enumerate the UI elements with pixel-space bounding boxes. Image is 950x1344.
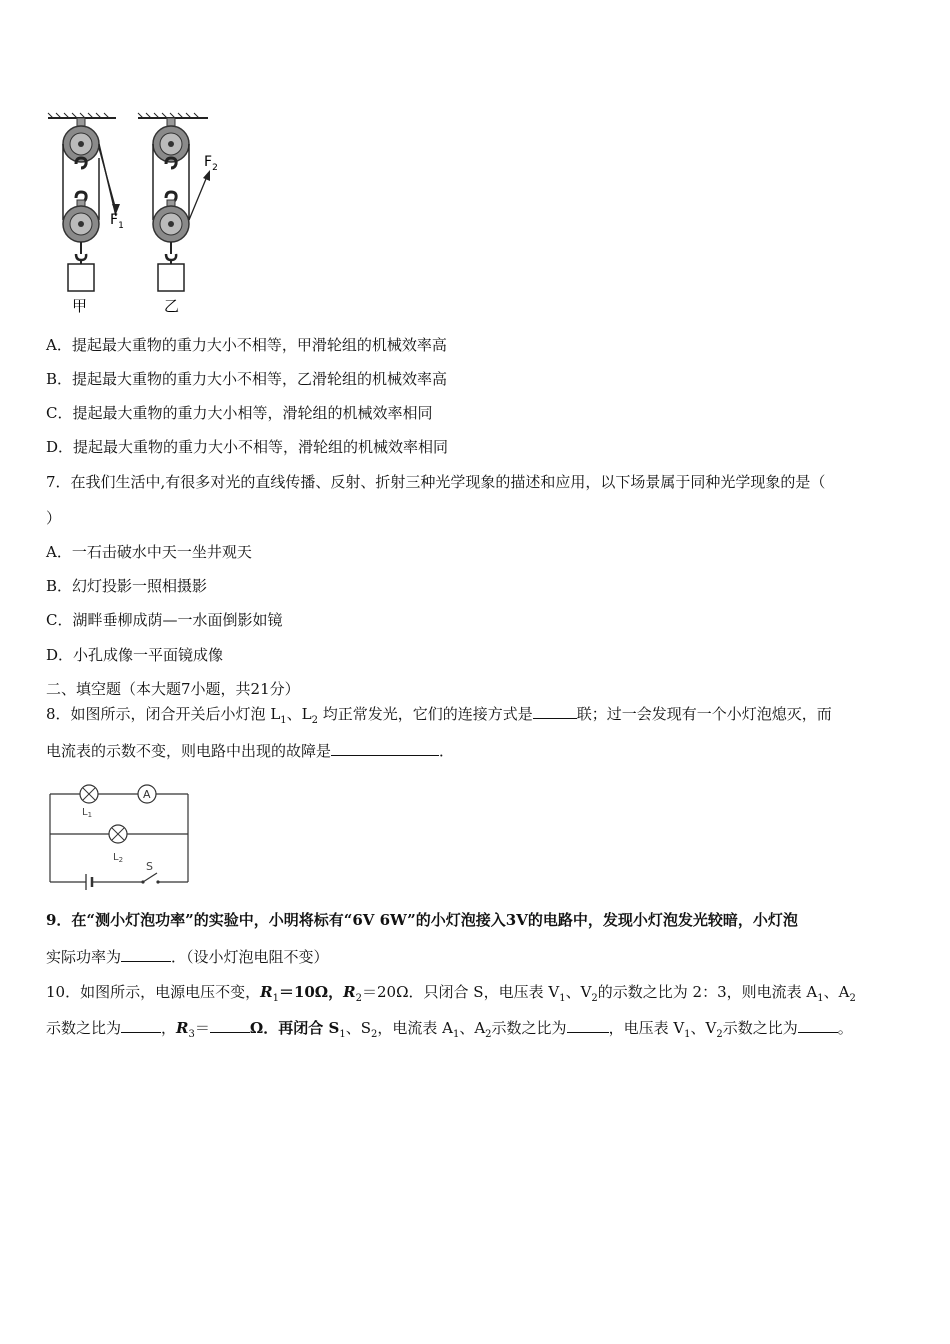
q7-stem-line1: 7．在我们生活中,有很多对光的直线传播、反射、折射三种光学现象的描述和应用，以下场景属于同种光学现象的是（ [46, 473, 826, 491]
force2-label: $F_2$ [204, 154, 218, 173]
q10-text: ，电流表 A [377, 1019, 453, 1037]
q10-blank1[interactable] [121, 1018, 161, 1033]
force1-label: $F_1$ [110, 212, 124, 231]
q10-text: 、A [823, 983, 850, 1001]
q10-r2-sub: 2 [355, 993, 363, 1004]
q10-sub: 1 [817, 993, 824, 1004]
q9-blank[interactable] [121, 947, 171, 962]
q10-sub: 2 [591, 993, 598, 1004]
q10-sub: 2 [716, 1029, 723, 1040]
q10-line1 [46, 982, 856, 1009]
left-ceiling [48, 113, 116, 118]
q8-part2: 、L [286, 705, 312, 723]
q7-stem-line2: ） [46, 509, 62, 527]
lamp-l1-icon [80, 785, 98, 803]
q7-option-d: D．小孔成像一平面镜成像 [46, 646, 224, 664]
q8-line2-text: 电流表的示数不变，则电路中出现的故障是 [46, 742, 332, 760]
q10-r1-value: ＝10Ω， [278, 983, 344, 1001]
l1-label: $L_1$ [82, 807, 93, 819]
q8-line1 [46, 704, 832, 731]
q8-part1: 8．如图所示，闭合开关后小灯泡 L [46, 705, 281, 723]
q10-text: Ω．再闭合 S [249, 1019, 340, 1037]
q6-option-c: C．提起最大重物的重力大小相等，滑轮组的机械效率相同 [46, 404, 433, 422]
q8-sub2: 2 [311, 715, 318, 726]
q10-text: ＝20Ω．只闭合 S，电压表 V [362, 983, 560, 1001]
right-caption: 乙 [164, 297, 180, 315]
q10-text: 示数之比为 [722, 1019, 798, 1037]
q10-text: 、A [459, 1019, 486, 1037]
right-movable-pulley [153, 192, 189, 260]
q8-line2 [46, 741, 454, 761]
right-weight-box [158, 264, 184, 291]
q10-text: 示数之比为 [46, 1019, 122, 1037]
pulley-figure [40, 108, 240, 323]
q10-r1-sub: 1 [272, 993, 279, 1004]
q6-option-a: A．提起最大重物的重力大小不相等，甲滑轮组的机械效率高 [46, 336, 447, 354]
q10-r3: R [176, 1019, 189, 1037]
q6-option-b: B．提起最大重物的重力大小不相等，乙滑轮组的机械效率高 [46, 370, 448, 388]
q6-option-d: D．提起最大重物的重力大小不相等，滑轮组的机械效率相同 [46, 438, 449, 456]
q10-text: ＝ [194, 1019, 210, 1037]
q7-option-b: B．幻灯投影一照相摄影 [46, 577, 208, 595]
left-weight-box [68, 264, 94, 291]
q8-blank2[interactable] [331, 741, 439, 756]
left-movable-pulley [63, 192, 99, 260]
left-force-arrow [99, 148, 120, 214]
right-fixed-pulley [153, 118, 189, 168]
q10-sub: 1 [452, 1029, 460, 1040]
q10-blank3[interactable] [567, 1018, 609, 1033]
l2-label: $L_2$ [113, 852, 124, 864]
q9-line2-start: 实际功率为 [46, 948, 122, 966]
q8-part4: 联；过一会发现有一个小灯泡熄灭，而 [576, 705, 832, 723]
q9-line1: 9．在“测小灯泡功率”的实验中，小明将标有“6V 6W”的小灯泡接入3V的电路中，发现小灯泡发光较暗，小灯泡 [46, 911, 798, 929]
q10-sub: 1 [339, 1029, 346, 1040]
left-fixed-pulley [63, 118, 99, 168]
q10-sub: 1 [684, 1029, 691, 1040]
q10-r2: R [343, 983, 356, 1001]
q10-blank2[interactable] [210, 1018, 250, 1033]
right-force-arrow [189, 170, 210, 220]
ammeter-symbol: A [143, 788, 151, 801]
q10-sub: 2 [485, 1029, 492, 1040]
q8-sub1: 1 [280, 715, 287, 726]
q8-part3: 均正常发光，它们的连接方式是 [318, 705, 533, 723]
q10-r1: R [260, 983, 273, 1001]
q9-line2 [46, 947, 329, 967]
battery-icon [86, 874, 92, 890]
q10-text: 的示数之比为 2：3，则电流表 A [597, 983, 818, 1001]
q9-line2-end: ．（设小灯泡电阻不变） [171, 948, 329, 966]
q10-sub: 2 [849, 993, 856, 1004]
q10-text: ，电压表 V [608, 1019, 685, 1037]
left-caption: 甲 [72, 297, 88, 315]
lamp-l2-icon [109, 825, 127, 843]
switch-icon [141, 873, 159, 884]
q10-blank4[interactable] [798, 1018, 838, 1033]
q10-text: 示数之比为 [491, 1019, 567, 1037]
section2-heading: 二、填空题（本大题7小题，共21分） [46, 680, 300, 698]
q10-text: 、V [565, 983, 592, 1001]
q10-text: 。 [837, 1019, 853, 1037]
q10-r3-sub: 3 [188, 1029, 195, 1040]
q10-line2 [46, 1018, 853, 1045]
q10-text: ， [161, 1019, 177, 1037]
ammeter-icon [138, 785, 156, 803]
q8-blank1[interactable] [533, 704, 577, 719]
q10-text: 10．如图所示，电源电压不变， [46, 983, 261, 1001]
q7-option-a: A．一石击破水中天一坐井观天 [46, 543, 252, 561]
q7-option-c: C．湖畔垂柳成荫—一水面倒影如镜 [46, 611, 283, 629]
q10-text: 、V [690, 1019, 717, 1037]
q10-sub: 1 [559, 993, 566, 1004]
switch-label: S [146, 860, 153, 873]
q8-line2-end: ． [439, 742, 455, 760]
right-ceiling [138, 113, 208, 118]
circuit-figure [44, 782, 194, 892]
q10-sub: 2 [370, 1029, 378, 1040]
q10-text: 、S [345, 1019, 371, 1037]
